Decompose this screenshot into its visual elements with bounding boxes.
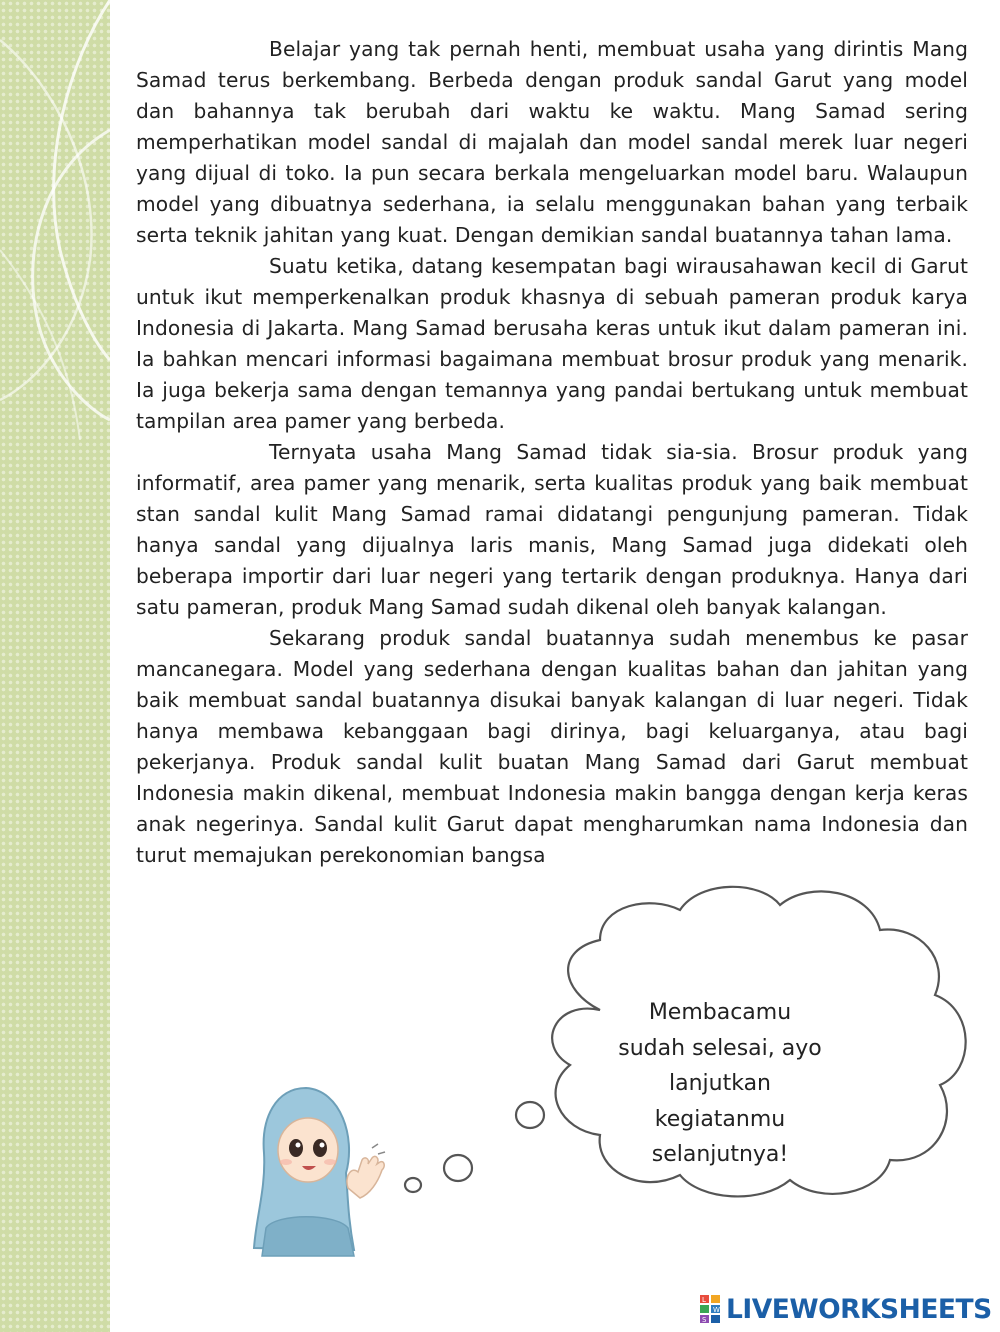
bubble-line-3: lanjutkan bbox=[669, 1071, 771, 1096]
liveworksheets-logo-icon bbox=[700, 1294, 722, 1324]
paragraph-4: Sekarang produk sandal buatannya sudah menembus ke pasar mancanegara. Model yang sederhana dengan kualitas bahan dan jahitan yang baik membuat sandal buatannya disukai banyak kalangan di luar negeri. Tidak hanya membawa kebanggaan bagi dirinya, bagi keluarganya, atau bagi pekerjanya. Produk sandal kulit buatan Mang Samad dari Garut membuat Indonesia makin dikenal, membuat Indonesia makin bangga dengan kerja keras anak negerinya. Sandal kulit Garut dapat mengharumkan nama Indonesia dan turut memajukan perekonomian bangsa bbox=[136, 626, 968, 867]
brand-name[interactable]: LIVEWORKSHEETS bbox=[726, 1293, 992, 1325]
paragraph-2: Suatu ketika, datang kesempatan bagi wirausahawan kecil di Garut untuk ikut memperkenalkan produk khasnya di sebuah pameran produk karya Indonesia di Jakarta. Mang Samad berusaha keras untuk ikut dalam pameran ini. Ia bahkan mencari informasi bagaimana membuat brosur produk yang menarik. Ia juga bekerja sama dengan temannya yang pandai bertukang untuk membuat tampilan area pamer yang berbeda. bbox=[136, 254, 968, 433]
girl-illustration bbox=[236, 1078, 396, 1258]
svg-text:L: L bbox=[702, 1296, 706, 1304]
bubble-line-4: kegiatanmu bbox=[654, 1106, 786, 1132]
bubble-text bbox=[605, 995, 835, 1173]
bubble-line-2: sudah selesai, ayo bbox=[618, 1035, 822, 1061]
paragraph-1: Belajar yang tak pernah henti, membuat usaha yang dirintis Mang Samad terus berkembang. Berbeda dengan produk sandal Garut yang model dan bahannya tak berubah dari waktu ke waktu. Mang Samad sering memperhatikan model sandal di majalah dan model sandal merek luar negeri yang dijual di toko. Ia pun secara berkala mengeluarkan model baru. Walaupun model yang dibuatnya sederhana, ia selalu menggunakan bahan yang terbaik serta teknik jahitan yang kuat. Dengan demikian sandal buatannya tahan lama. bbox=[136, 37, 968, 247]
paragraph-3: Ternyata usaha Mang Samad tidak sia-sia. Brosur produk yang informatif, area pamer yang menarik, serta kualitas produk yang baik membuat stan sandal kulit Mang Samad ramai didatangi pengunjung pameran. Tidak hanya sandal yang dijualnya laris manis, Mang Samad juga didekati oleh beberapa importir dari luar negeri yang tertarik dengan produknya. Hanya dari satu pameran, produk Mang Samad sudah dikenal oleh banyak kalangan. bbox=[136, 440, 968, 619]
bubble-line-5: selanjutnya! bbox=[651, 1142, 789, 1167]
bubble-line-1: Membacamu bbox=[648, 1000, 792, 1025]
svg-text:S: S bbox=[702, 1316, 707, 1324]
svg-text:W: W bbox=[713, 1306, 720, 1314]
brand-footer bbox=[700, 1293, 992, 1325]
